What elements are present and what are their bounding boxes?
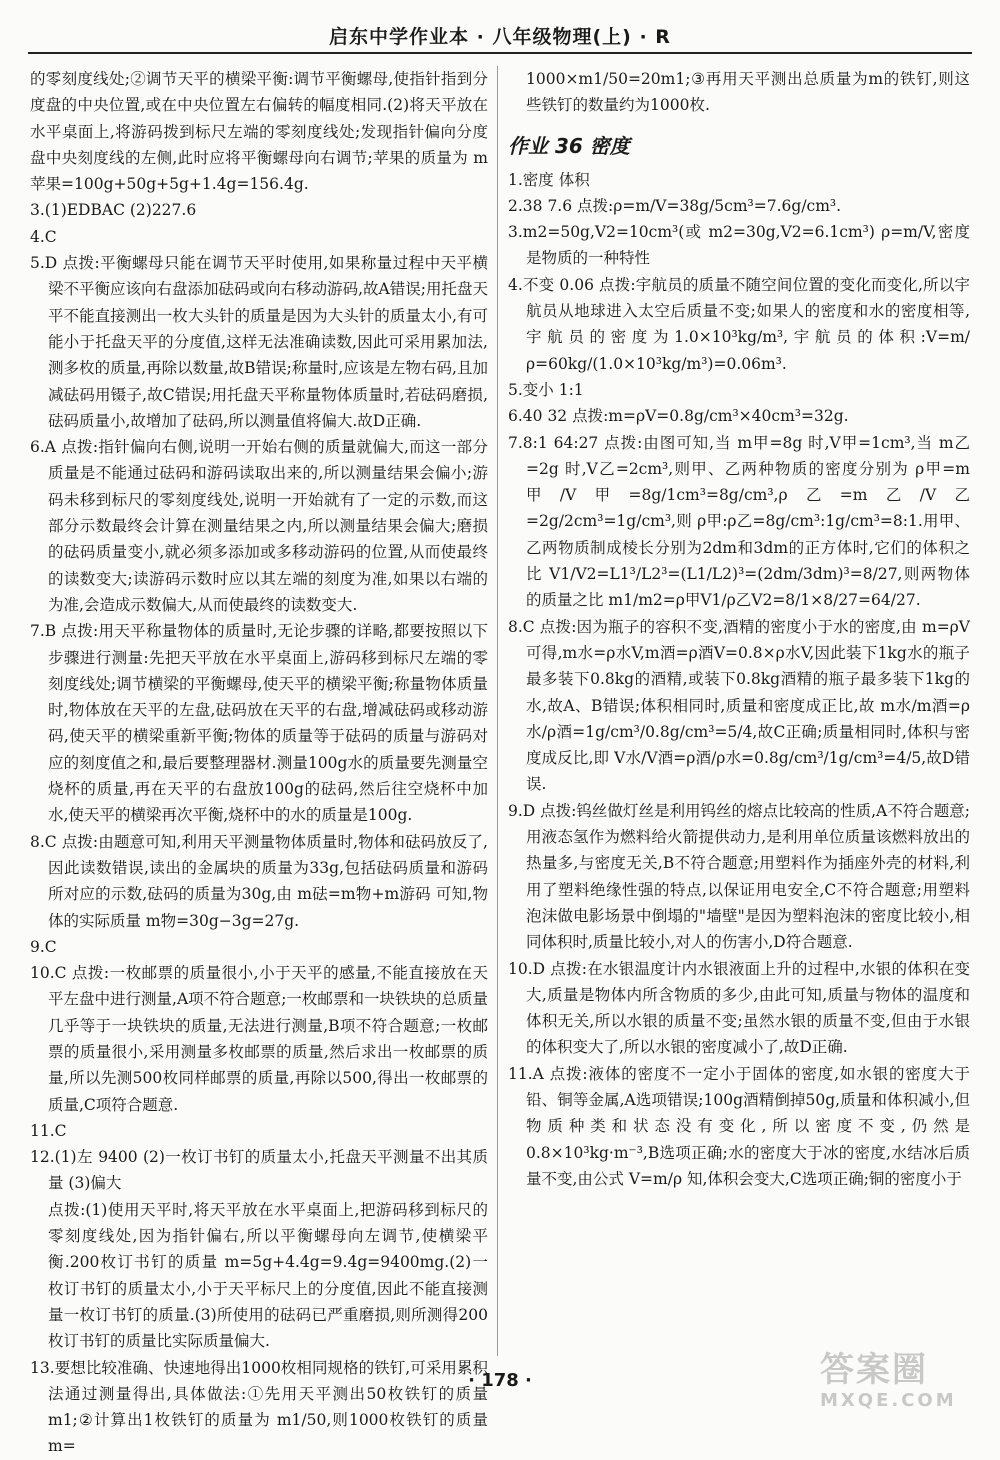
answer-item: 5.变小 1:1 [508, 380, 584, 399]
answer-item: 11.A 点拨:液体的密度不一定小于固体的密度,如水银的密度大于铅、铜等金属,A选项错误;100g酒精倒掉50g,质量和体积减小,但物质种类和状态没有变化,所以密度不变,仍然是0.8×10³kg·m⁻³,B选项正确;水的密度大于冰的密度,水结冰后质量不变,由公式 V=m/ρ 知,体积会变大,C选项正确;铜的密度小于 [508, 1064, 970, 1188]
watermark-logo: 答案圈 MXQE.COM [820, 1350, 957, 1411]
answer-item: 5.D 点拨:平衡螺母只能在调节天平时使用,如果称量过程中天平横梁不平衡应该向右盘添加砝码或向右移动游码,故A错误;用托盘天平不能直接测出一枚大头针的质量是因为大头针的质量太小,有可能小于托盘天平的分度值,这样无法准确读数,因此可采用累加法,测多枚的质量,再除以数量,故B错误;称量时,应该是左物右码,且加减砝码用镊子,故C错误;用托盘天平称量物体质量时,若砝码磨损,砝码质量小,故增加了砝码,所以测量值将偏大.故D正确. [30, 254, 488, 430]
column-divider [497, 66, 498, 1356]
header-title: 启东中学作业本 · 八年级物理(上) · R [329, 26, 671, 48]
answer-item: 6.40 32 点拨:m=ρV=0.8g/cm³×40cm³=32g. [508, 407, 849, 426]
answer-item: 10.C 点拨:一枚邮票的质量很小,小于天平的感量,不能直接放在天平左盘中进行测量,A项不符合题意;一枚邮票和一块铁块的总质量几乎等于一块铁块的质量,无法进行测量,B项不符合题意;一枚邮票的质量很小,采用测量多枚邮票的质量,然后求出一枚邮票的质量,所以先测500枚同样邮票的质量,再除以500,得出一枚邮票的质量,C项符合题意. [30, 964, 488, 1114]
answer-item: 的零刻度线处;②调节天平的横梁平衡:调节平衡螺母,使指针指到分度盘的中央位置,或在中央位置左右偏转的幅度相同.(2)将天平放在水平桌面上,将游码拨到标尺左端的零刻度线处;发现指针偏向分度盘中央刻度线的左侧,此时应将平衡螺母向右调节;苹果的质量为 m苹果=100g+50g+5g+1.4g=156.4g. [30, 70, 488, 194]
answer-item: 点拨:(1)使用天平时,将天平放在水平桌面上,把游码移到标尺的零刻度线处,因为指针偏右,所以平衡螺母向左调节,使横梁平衡.200枚订书钉的质量 m=5g+4.4g=9.4g=9400mg.(2)一枚订书钉的质量太小,小于天平标尺上的分度值,因此不能直接测量一枚订书钉的质量.(3)所使用的砝码已严重磨损,则所测得200枚订书钉的质量比实际质量偏大. [48, 1200, 488, 1351]
answer-item: 7.8:1 64:27 点拨:由图可知,当 m甲=8g 时,V甲=1cm³,当 m乙=2g 时,V乙=2cm³,则甲、乙两种物质的密度分别为 ρ甲=m甲/V甲=8g/1cm³=8g/cm³,ρ乙=m乙/V乙=2g/2cm³=1g/cm³,则 ρ甲:ρ乙=8g/cm³:1g/cm³=8:1.用甲、乙两物质制成棱长分别为2dm和3dm的正方体时,它们的体积之比 V1/V2=L1³/L2³=(L1/L2)³=(2dm/3dm)³=8/27,则两物体的质量之比 m1/m2=ρ甲V1/ρ乙V2=8/1×8/27=64/27. [508, 433, 970, 610]
answer-item: 4.不变 0.06 点拨:宇航员的质量不随空间位置的变化而变化,所以宇航员从地球进入太空后质量不变;如果人的密度和水的密度相等,宇航员的密度为1.0×10³kg/m³,宇航员的体积:V=m/ρ=60kg/(1.0×10³kg/m³)=0.06m³. [508, 275, 970, 373]
section-title: 作业 36 密度 [508, 133, 630, 158]
page-number: · 178 · [468, 1370, 532, 1391]
answer-item: 10.D 点拨:在水银温度计内水银液面上升的过程中,水银的体积在变大,质量是物体内所含物质的多少,由此可知,质量与物体的温度和体积无关,所以水银的质量不变;虽然水银的质量不变,但由于水银的体积变大了,所以水银的密度减小了,故D正确. [508, 959, 970, 1057]
answer-item: 8.C 点拨:由题意可知,利用天平测量物体质量时,物体和砝码放反了,因此读数错误,读出的金属块的质量为33g,包括砝码质量和游码所对应的示数,砝码的质量为30g,由 m砝=m物+m游码 可知,物体的实际质量 m物=30g−3g=27g. [30, 832, 488, 930]
answer-item: 6.A 点拨:指针偏向右侧,说明一开始右侧的质量就偏大,而这一部分质量是不能通过砝码和游码读取出来的,所以测量结果会偏小;游码未移到标尺的零刻度线处,说明一开始就有了一定的示数,而这部分示数最终会计算在测量结果之内,所以测量结果会偏大;磨损的砝码质量变小,就必须多添加或多移动游码的位置,从而使最终的读数变大;读游码示数时应以其左端的刻度为准,如果以右端的为准,会造成示数偏大,从而使最终的读数变大. [30, 438, 488, 614]
answer-item: 9.D 点拨:钨丝做灯丝是利用钨丝的熔点比较高的性质,A不符合题意;用液态氢作为燃料给火箭提供动力,是利用单位质量该燃料放出的热量多,与密度无关,B不符合题意;用塑料作为插座外壳的材料,利用了塑料绝缘性强的特点,以保证用电安全,C不符合题意;用塑料泡沫做电影场景中倒塌的"墙壁"是因为塑料泡沫的密度比较小,相同体积时,质量比较小,对人的伤害小,D符合题意. [508, 801, 970, 952]
answer-item: 2.38 7.6 点拨:ρ=m/V=38g/5cm³=7.6g/cm³. [508, 196, 842, 215]
header-rule [28, 52, 972, 54]
answer-item: 1.密度 体积 [508, 170, 590, 189]
answer-item: 3.m2=50g,V2=10cm³(或 m2=30g,V2=6.1cm³) ρ=m/V,密度是物质的一种特性 [508, 223, 970, 268]
answer-item: 7.B 点拨:用天平称量物体的质量时,无论步骤的详略,都要按照以下步骤进行测量:先把天平放在水平桌面上,游码移到标尺左端的零刻度线处;调节横梁的平衡螺母,使天平的横梁平衡;称量物体质量时,物体放在天平的左盘,砝码放在天平的右盘,增减砝码或移动游码,使天平的横梁重新平衡;物体的质量等于砝码的质量与游码对应的刻度值之和,最后要整理器材.测量100g水的质量要先测量空烧杯的质量,再在天平的右盘放100g的砝码,然后往空烧杯中加水,使天平的横梁再次平衡,烧杯中的水的质量是100g. [30, 622, 488, 825]
answer-item: 9.C [30, 937, 57, 956]
left-column [30, 66, 488, 1460]
answer-item: 11.C [30, 1121, 67, 1140]
answer-item: 3.(1)EDBAC (2)227.6 [30, 201, 197, 220]
answer-item: 8.C 点拨:因为瓶子的容积不变,酒精的密度小于水的密度,由 m=ρV 可得,m水=ρ水V,m酒=ρ酒V=0.8×ρ水V,因此装下1kg水的瓶子最多装下0.8kg的酒精,或装下0.8kg酒精的瓶子最多装下1kg的水,故A、B错误;体积相同时,质量和密度成正比,故 m水/m酒=ρ水/ρ酒=1g/cm³/0.8g/cm³=5/4,故C正确;质量相同时,体积与密度成反比,即 V水/V酒=ρ酒/ρ水=0.8g/cm³/1g/cm³=4/5,故D错误. [508, 617, 970, 794]
right-column [508, 66, 970, 1192]
answer-item: 13.要想比较准确、快速地得出1000枚相同规格的铁钉,可采用累积法通过测量得出,具体做法:①先用天平测出50枚铁钉的质量 m1;②计算出1枚铁钉的质量为 m1/50,则1000枚铁钉的质量 m= [30, 1358, 488, 1456]
page-header [0, 0, 1000, 62]
answer-item: 1000×m1/50=20m1;③再用天平测出总质量为m的铁钉,则这些铁钉的数量约为1000枚. [526, 70, 970, 115]
answer-item: 4.C [30, 227, 57, 246]
answer-item: 12.(1)左 9400 (2)一枚订书钉的质量太小,托盘天平测量不出其质量 (3)偏大 [30, 1148, 488, 1193]
